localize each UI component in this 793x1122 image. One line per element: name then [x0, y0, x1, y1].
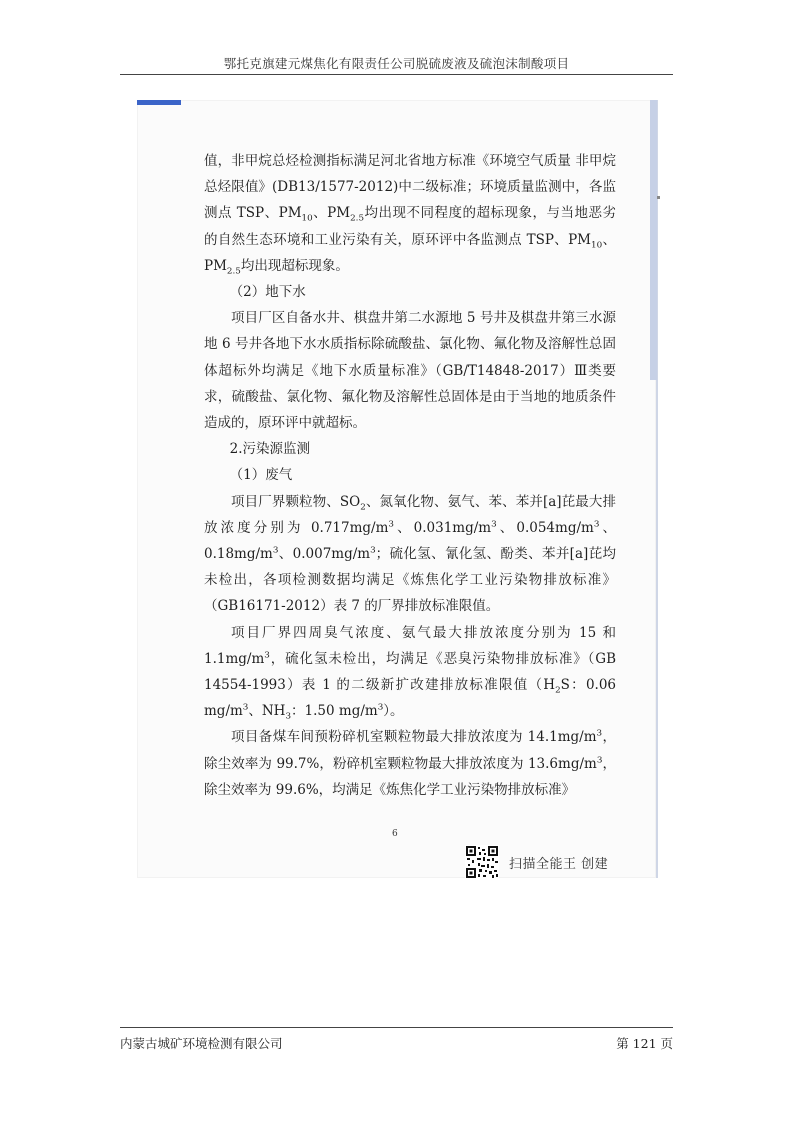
footer-divider	[120, 1027, 673, 1028]
paragraph-boundary-emissions: 项目厂界颗粒物、$SO_2$、氮氧化物、氨气、苯、苯并[a]芘最大排放浓度分别为 $0.717mg/m^3$、$0.031mg/m^3$、$0.054mg/m^3$、$0.18mg/m^3$、$0.007mg/m^3$；硫化氢、氰化氢、酚类、苯并[a]芘均未检出，各项检测数据均满足《炼焦化学工业污染物排放标准》（GB16171-2012）表 7 的厂界排放标准限值。	[204, 493, 616, 615]
page-header-title: 鄂托克旗建元煤焦化有限责任公司脱硫废液及硫泡沫制酸项目	[223, 56, 570, 71]
scanner-label: 扫描全能王 创建	[509, 856, 609, 872]
footer-page-number: 第 121 页	[616, 1036, 673, 1051]
paragraph-dust-removal: 项目备煤车间预粉碎机室颗粒物最大排放浓度为 $14.1mg/m^3$，除尘效率为 99.7%，粉碎机室颗粒物最大排放浓度为 $13.6mg/m^3$，除尘效率为 99.6%，均满足《炼焦化学工业污染物排放标准》	[204, 728, 616, 798]
paragraph-odor-emissions: 项目厂界四周臭气浓度、氨气最大排放浓度分别为 15 和 $1.1mg/m^3$，硫化氢未检出，均满足《恶臭污染物排放标准》（GB 14554-1993）表 1 的二级新扩改建排放标准限值（$H_2S$：0.06 $mg/m^3$、$NH_3$：1.50 $mg/m^3$）。	[204, 624, 616, 722]
qr-code-icon	[465, 845, 499, 879]
scan-edge-shadow	[650, 100, 657, 380]
heading-groundwater: （2）地下水	[229, 284, 306, 301]
scanner-watermark	[465, 845, 608, 879]
scan-speck	[657, 196, 660, 199]
scan-edge-mark	[137, 100, 181, 105]
paragraph-air-quality: 值，非甲烷总烃检测指标满足河北省地方标准《环境空气质量 非甲烷总烃限值》(DB13/1577-2012)中二级标准；环境质量监测中，各监测点 TSP、$PM_{10}$、$PM_{2.5}$均出现不同程度的超标现象，与当地恶劣的自然生态环境和工业污染有关，原环评中各监测点 TSP、$PM_{10}$、$PM_{2.5}$均出现超标现象。	[204, 153, 616, 277]
document-body	[204, 148, 616, 803]
heading-exhaust-gas: （1）废气	[229, 467, 293, 484]
header-divider	[120, 74, 673, 75]
inner-page-number: 6	[392, 829, 398, 839]
paragraph-groundwater: 项目厂区自备水井、棋盘井第二水源地 5 号井及棋盘井第三水源地 6 号井各地下水水质指标除硫酸盐、氯化物、氟化物及溶解性总固体超标外均满足《地下水质量标准》（GB/T14848-2017）Ⅲ类要求，硫酸盐、氯化物、氟化物及溶解性总固体是由于当地的地质条件造成的，原环评中就超标。	[204, 310, 616, 432]
heading-pollution-monitoring: 2.污染源监测	[229, 441, 311, 458]
footer-company: 内蒙古城矿环境检测有限公司	[120, 1036, 283, 1051]
